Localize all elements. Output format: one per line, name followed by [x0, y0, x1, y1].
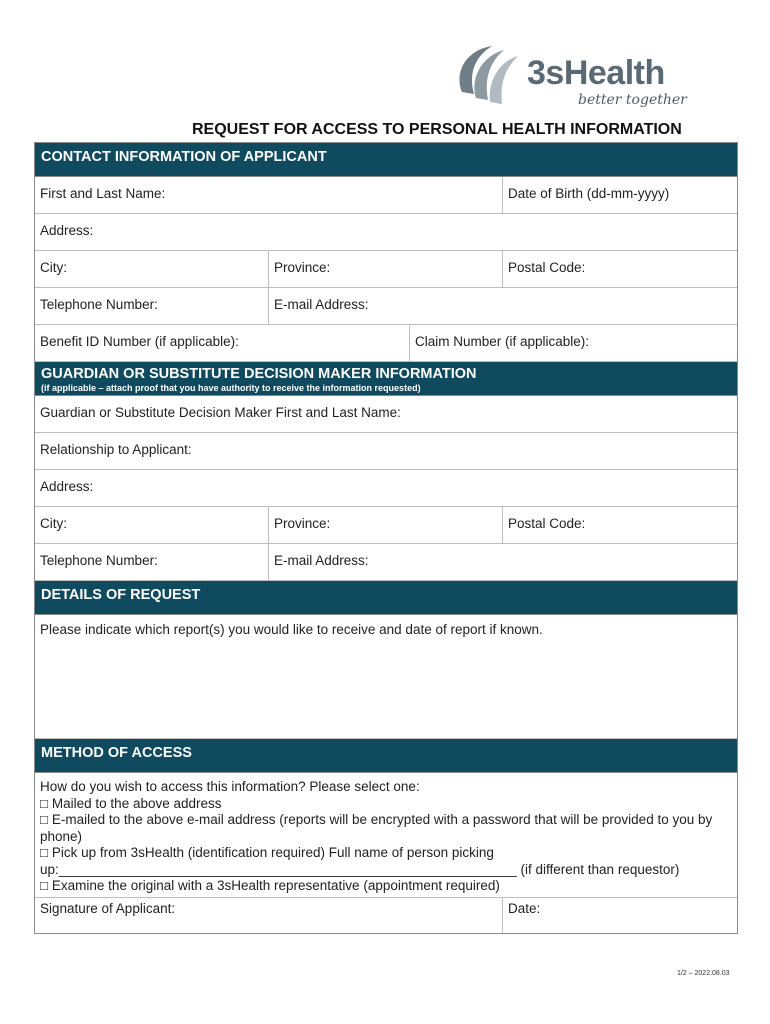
claim-number-field[interactable]: Claim Number (if applicable): — [409, 325, 737, 361]
guardian-relationship-field[interactable]: Relationship to Applicant: — [40, 442, 192, 457]
guardian-header-title: GUARDIAN OR SUBSTITUTE DECISION MAKER INFORMATION — [41, 366, 477, 382]
guardian-telephone-field[interactable]: Telephone Number: — [40, 553, 158, 568]
access-question: How do you wish to access this information? Please select one: — [40, 779, 420, 794]
guardian-address-field[interactable]: Address: — [40, 479, 94, 494]
request-form — [34, 142, 738, 934]
guardian-email-field[interactable]: E-mail Address: — [268, 544, 737, 580]
contact-address-row — [35, 214, 737, 251]
signature-row — [35, 898, 737, 933]
contact-section-header: CONTACT INFORMATION OF APPLICANT — [35, 143, 737, 177]
guardian-city-field[interactable]: City: — [40, 516, 67, 531]
contact-benefit-row — [35, 325, 737, 362]
signature-field[interactable]: Signature of Applicant: — [40, 900, 176, 916]
signature-date-field[interactable]: Date: — [502, 898, 737, 933]
benefit-id-field[interactable]: Benefit ID Number (if applicable): — [40, 334, 239, 349]
logo-wordmark: 3sHealth — [527, 54, 665, 92]
guardian-city-row — [35, 507, 737, 544]
applicant-city-field[interactable]: City: — [40, 260, 67, 275]
guardian-postal-field[interactable]: Postal Code: — [502, 507, 737, 543]
details-section-header: DETAILS OF REQUEST — [35, 581, 737, 615]
access-option-email-cont: phone) — [40, 828, 83, 844]
guardian-relationship-row — [35, 433, 737, 470]
guardian-name-field[interactable]: Guardian or Substitute Decision Maker First and Last Name: — [40, 405, 401, 420]
access-option-examine[interactable]: □ Examine the original with a 3sHealth representative (appointment required) — [40, 878, 500, 893]
access-option-email[interactable]: □ E-mailed to the above e-mail address (reports will be encrypted with a password that will be provided to you by — [40, 812, 713, 827]
access-options — [35, 773, 737, 898]
applicant-postal-field[interactable]: Postal Code: — [502, 251, 737, 287]
details-request-field[interactable]: Please indicate which report(s) you would like to receive and date of report if known. — [35, 615, 737, 739]
applicant-telephone-field[interactable]: Telephone Number: — [40, 297, 158, 312]
access-option-pickup[interactable]: □ Pick up from 3sHealth (identification required) Full name of person picking — [40, 845, 494, 860]
applicant-address-field[interactable]: Address: — [40, 223, 94, 238]
guardian-section-header — [35, 362, 737, 396]
contact-city-row — [35, 251, 737, 288]
contact-name-row — [35, 177, 737, 214]
applicant-province-field[interactable]: Province: — [268, 251, 502, 287]
guardian-phone-row — [35, 544, 737, 581]
contact-phone-row — [35, 288, 737, 325]
applicant-email-field[interactable]: E-mail Address: — [268, 288, 737, 324]
logo-tagline: better together — [578, 92, 687, 108]
guardian-address-row — [35, 470, 737, 507]
access-option-mail[interactable]: □ Mailed to the above address — [40, 795, 222, 811]
guardian-header-note: (if applicable – attach proof that you have authority to receive the information requested) — [41, 383, 421, 393]
logo-swirl-icon — [452, 42, 524, 106]
applicant-dob-field[interactable]: Date of Birth (dd-mm-yyyy) — [502, 177, 737, 213]
document-title: REQUEST FOR ACCESS TO PERSONAL HEALTH INFORMATION — [192, 121, 682, 138]
guardian-province-field[interactable]: Province: — [268, 507, 502, 543]
applicant-name-field[interactable]: First and Last Name: — [40, 186, 166, 201]
pickup-name-field[interactable]: up:_____________________________________________________________ (if different than requestor) — [40, 861, 680, 877]
guardian-name-row — [35, 396, 737, 433]
page-number: 1/2 – 2022.08.03 — [677, 970, 730, 977]
company-logo — [452, 42, 692, 114]
access-section-header: METHOD OF ACCESS — [35, 739, 737, 773]
